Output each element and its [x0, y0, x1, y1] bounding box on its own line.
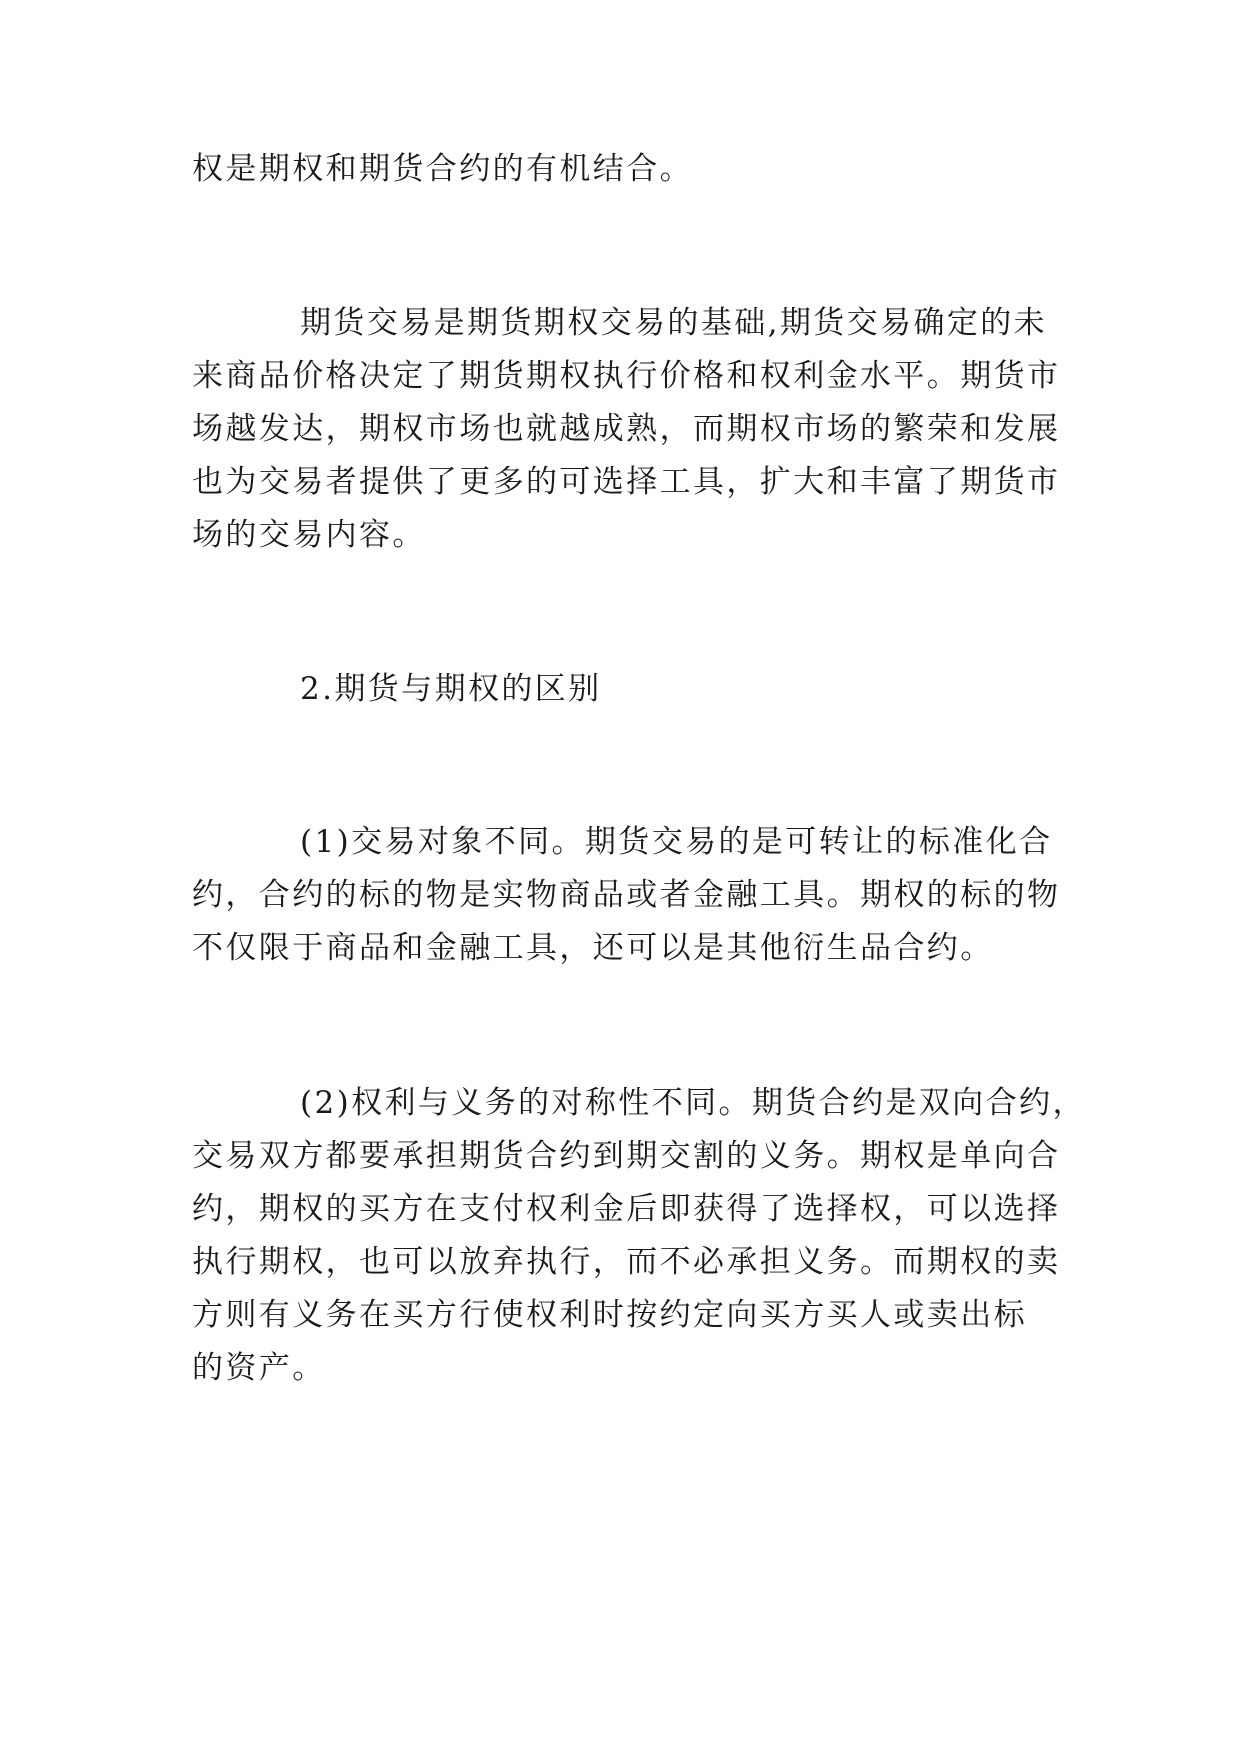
paragraph-futures-basis [192, 297, 1061, 562]
text-line: (1)交易对象不同。期货交易的是可转让的标准化合 [300, 824, 1053, 860]
text-line: 执行期权，也可以放弃执行，而不必承担义务。而期权的卖 [192, 1244, 1061, 1280]
paragraph-continuation [192, 143, 1058, 196]
text-line: 场越发达，期权市场也就越成熟，而期权市场的繁荣和发展 [192, 411, 1061, 447]
text-line: 约，合约的标的物是实物商品或者金融工具。期权的标的物 [192, 877, 1061, 913]
paragraph-difference-2 [192, 1077, 1086, 1395]
text-line: 来商品价格决定了期货期权执行价格和权利金水平。期货市 [192, 358, 1061, 394]
section-heading [192, 663, 1058, 716]
text-line: 方则有义务在买方行使权利时按约定向买方买人或卖出标 [192, 1297, 1027, 1333]
text-line: 约，期权的买方在支付权利金后即获得了选择权，可以选择 [192, 1191, 1061, 1227]
text-line: 的资产。 [192, 1350, 326, 1386]
text-line: 不仅限于商品和金融工具，还可以是其他衍生品合约。 [192, 930, 994, 966]
paragraph-difference-1 [192, 816, 1061, 975]
heading-line: 2.期货与期权的区别 [300, 671, 602, 707]
text-line: (2)权利与义务的对称性不同。期货合约是双向合约， [300, 1085, 1086, 1121]
text-line: 场的交易内容。 [192, 517, 426, 553]
text-line: 权是期权和期货合约的有机结合。 [192, 151, 693, 187]
text-line: 也为交易者提供了更多的可选择工具，扩大和丰富了期货市 [192, 464, 1061, 500]
text-line: 交易双方都要承担期货合约到期交割的义务。期权是单向合 [192, 1138, 1061, 1174]
text-line: 期货交易是期货期权交易的基础,期货交易确定的未 [300, 305, 1048, 341]
